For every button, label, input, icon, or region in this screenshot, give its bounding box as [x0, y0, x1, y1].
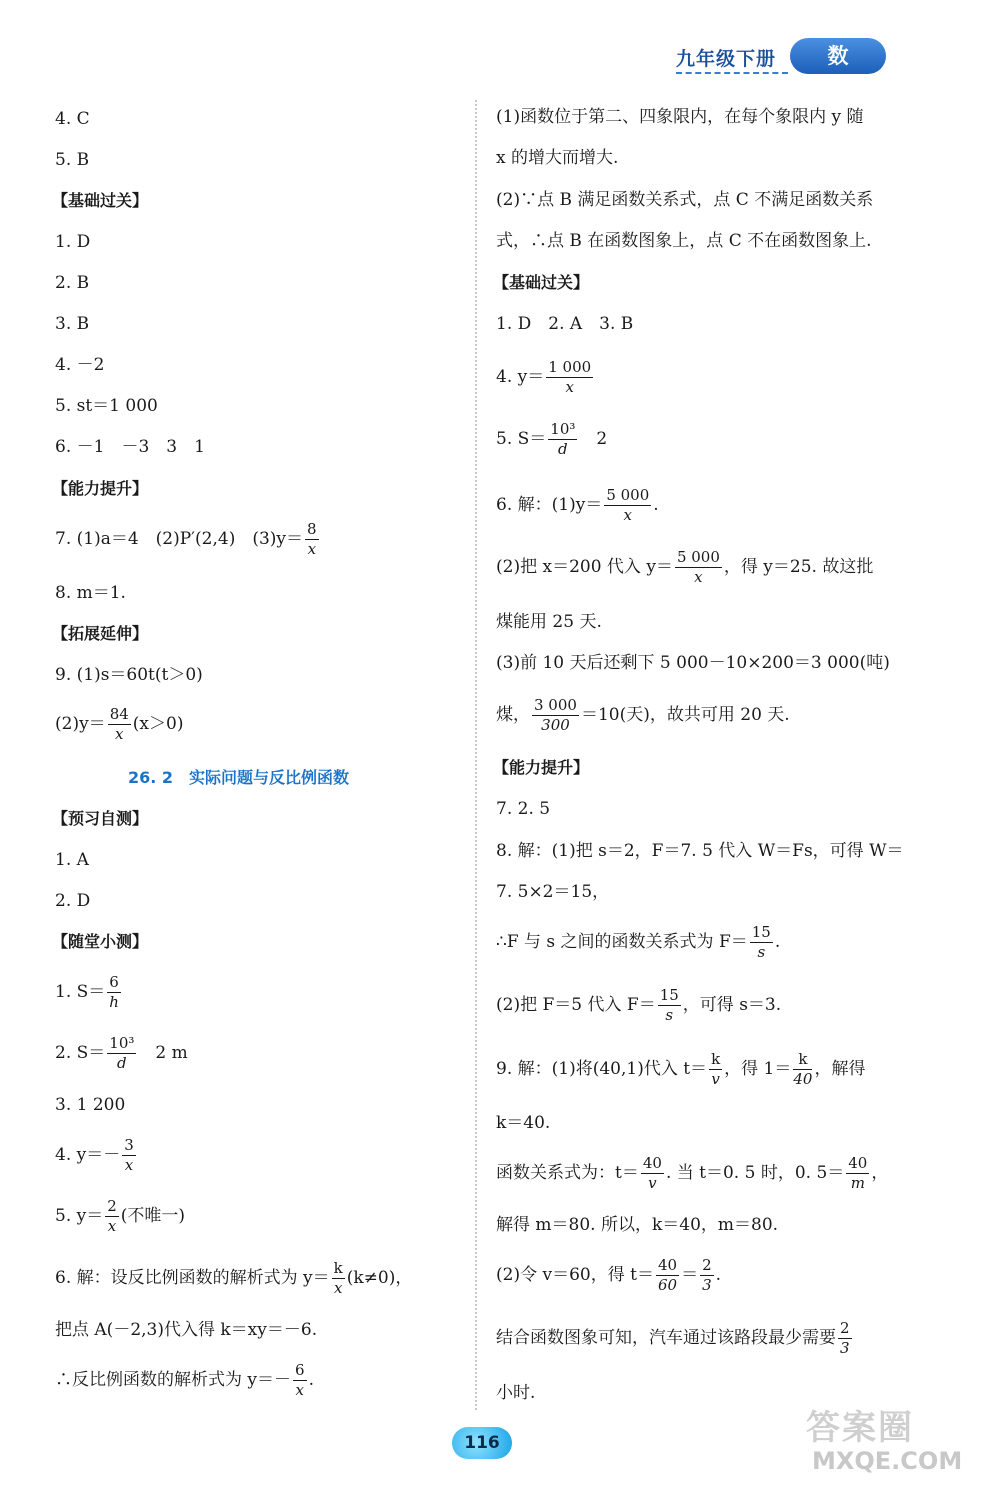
section-heading: 【预习自测】 [52, 809, 149, 828]
answer-line: 5. st＝1 000 [55, 396, 158, 416]
watermark-site: MXQE.COM [812, 1447, 963, 1475]
answer-line: 煤能用 25 天. [496, 612, 602, 632]
answer-line: 3. 1 200 [55, 1095, 126, 1115]
fraction: $\frac{3}{x}$ [124, 1136, 134, 1174]
fraction: $\frac{k}{v}$ [711, 1050, 721, 1088]
answer-line: ∴F 与 s 之间的函数关系式为 F＝ $\frac{15}{s}$ . [496, 923, 781, 961]
answer-line: 5. y＝ $\frac{2}{x}$ (不唯一) [55, 1197, 186, 1235]
answer-line: 1. A [55, 850, 89, 870]
header-dash [676, 72, 788, 74]
section-heading: 【能力提升】 [493, 758, 590, 777]
answer-line: 4. C [55, 109, 90, 129]
answer-line: 6. －1 －3 3 1 [55, 437, 205, 457]
fraction: $\frac{k}{x}$ [333, 1259, 343, 1297]
answer-line: 5. B [55, 150, 90, 170]
answer-line: 1. D 2. A 3. B [496, 314, 634, 334]
fraction: $\frac{\text{10³}}{d}$ [550, 420, 576, 458]
answer-line: k＝40. [496, 1113, 551, 1133]
answer-line: (2)令 v＝60，得 t＝ $\frac{40}{60}$ ＝ $\frac{2}{3}$ . [496, 1256, 722, 1294]
answer-line: 结合函数图象可知，汽车通过该路段最少需要 $\frac{2}{3}$ [496, 1319, 850, 1357]
section-heading: 【基础过关】 [493, 273, 590, 292]
fraction: $\frac{3 000}{300}$ [534, 696, 577, 734]
answer-line: 8. m＝1. [55, 583, 126, 603]
fraction: $\frac{84}{x}$ [109, 705, 129, 743]
answer-line: 6. 解：设反比例函数的解析式为 y＝ $\frac{k}{x}$ (k≠0)， [55, 1259, 413, 1297]
fraction: $\frac{8}{x}$ [307, 520, 317, 558]
answer-line: (1)函数位于第二、四象限内，在每个象限内 y 随 [496, 107, 864, 127]
section-heading: 【基础过关】 [52, 191, 149, 210]
answer-line: x 的增大而增大. [496, 148, 619, 168]
section-heading: 【能力提升】 [52, 479, 149, 498]
fraction: $\frac{40}{v}$ [642, 1154, 662, 1192]
answer-line: (2)∵点 B 满足函数关系式，点 C 不满足函数关系 [496, 190, 874, 210]
answer-line: 小时. [496, 1383, 536, 1403]
answer-line: (3)前 10 天后还剩下 5 000－10×200＝3 000(吨) [496, 653, 890, 673]
fraction: $\frac{1 000}{x}$ [548, 358, 592, 396]
fraction: $\frac{15}{s}$ [751, 923, 771, 961]
section-heading: 【拓展延伸】 [52, 624, 149, 643]
subject-badge: 数 学 [790, 38, 886, 74]
answer-line: 1. S＝ $\frac{6}{h}$ [55, 973, 119, 1011]
answer-line: 8. 解：(1)把 s＝2，F＝7. 5 代入 W＝Fs，可得 W＝ [496, 841, 904, 861]
answer-line: ∴反比例函数的解析式为 y＝－ $\frac{6}{x}$ . [55, 1361, 314, 1399]
answer-line: 2. B [55, 273, 90, 293]
fraction: $\frac{40}{60}$ [657, 1256, 678, 1294]
section-title: 26. 2 实际问题与反比例函数 [128, 768, 350, 787]
answer-line: (2)把 F＝5 代入 F＝ $\frac{15}{s}$ ，可得 s＝3. [496, 986, 782, 1024]
answer-line: 煤， $\frac{3 000}{300}$ ＝10(天)，故共可用 20 天. [496, 696, 790, 734]
answer-line: 2. S＝ $\frac{\text{10³}}{d}$ 2 m [55, 1034, 188, 1072]
fraction: $\frac{6}{h}$ [109, 973, 119, 1011]
grade-label: 九年级下册 [676, 48, 777, 70]
answer-line: 6. 解：(1)y＝ $\frac{5 000}{x}$ . [496, 486, 659, 524]
answer-line: 7. (1)a＝4 (2)P′(2,4) (3)y＝ $\frac{8}{x}$ [55, 520, 317, 558]
fraction: $\frac{2}{x}$ [107, 1197, 117, 1235]
answer-line: 9. 解：(1)将(40,1)代入 t＝ $\frac{k}{v}$ ，得 1＝ $\frac{k}{40}$ ，解得 [496, 1050, 866, 1088]
fraction: $\frac{40}{m}$ [848, 1154, 868, 1192]
fraction: $\frac{6}{x}$ [295, 1361, 305, 1399]
answer-line: 9. (1)s＝60t(t＞0) [55, 665, 203, 685]
answer-line: 1. D [55, 232, 91, 252]
answer-line: (2)把 x＝200 代入 y＝ $\frac{5 000}{x}$ ，得 y＝25. 故这批 [496, 548, 874, 586]
answer-line: 7. 5×2＝15， [496, 882, 610, 902]
section-heading: 【随堂小测】 [52, 932, 149, 951]
answer-line: 4. －2 [55, 355, 105, 375]
answer-line: 4. y＝ $\frac{1 000}{x}$ [496, 358, 592, 396]
fraction: $\frac{2}{3}$ [840, 1319, 850, 1357]
fraction: $\frac{5 000}{x}$ [676, 548, 720, 586]
answer-line: 3. B [55, 314, 90, 334]
answer-line: (2)y＝ $\frac{84}{x}$ (x＞0) [55, 705, 184, 743]
fraction: $\frac{2}{3}$ [702, 1256, 712, 1294]
answer-line: 4. y＝－ $\frac{3}{x}$ [55, 1136, 134, 1174]
answer-line: 5. S＝ $\frac{\text{10³}}{d}$ 2 [496, 420, 608, 458]
answer-line: 式，∴点 B 在函数图象上，点 C 不在函数图象上. [496, 231, 872, 251]
answer-line: 7. 2. 5 [496, 799, 551, 819]
fraction: $\frac{5 000}{x}$ [606, 486, 650, 524]
fraction: $\frac{k}{40}$ [793, 1050, 813, 1088]
fraction: $\frac{\text{10³}}{d}$ [109, 1034, 135, 1072]
fraction: $\frac{15}{s}$ [659, 986, 679, 1024]
answer-line: 解得 m＝80. 所以，k＝40，m＝80. [496, 1215, 779, 1235]
page-number: 116 [452, 1427, 512, 1459]
answer-line: 2. D [55, 891, 91, 911]
answer-line: 把点 A(－2,3)代入得 k＝xy＝－6. [55, 1320, 318, 1340]
column-divider [475, 100, 477, 1410]
watermark-logo: 答案圈 [806, 1408, 914, 1448]
answer-line: 函数关系式为：t＝ $\frac{40}{v}$ . 当 t＝0. 5 时，0. 5＝ $\frac{40}{m}$ ， [496, 1154, 889, 1192]
